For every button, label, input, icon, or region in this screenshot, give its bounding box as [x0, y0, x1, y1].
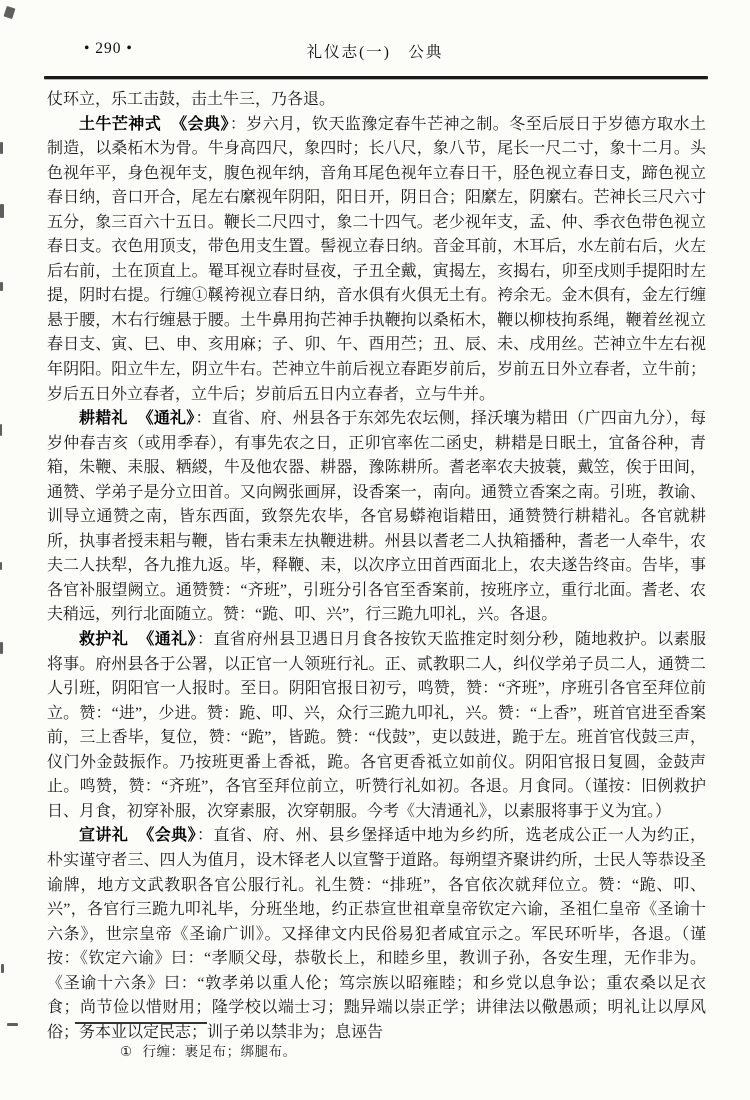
scan-artifact	[0, 642, 3, 654]
page-header	[0, 38, 750, 64]
footnote-text: 行缠：裹足布；绑腿布。	[142, 1044, 297, 1059]
paragraph: 耕耤礼 《通礼》：直省、府、州县各于东郊先农坛侧，择沃壤为耤田（广四亩九分），每岁仲春吉亥（或用季春），有事先农之日，正卯官率佐二函史，耕耤是日眠土，宜备谷种，青箱，朱鞭、耒服、粞緵，牛及他农器、耕器，豫陈耕所。耆老率农夫披蓑，戴笠，俟于田间，通赞、学弟子是分立田首。又向阙张画屏，设香案一，南向。通赞立香案之南。引班，教谕、训导立通赞之南，皆东西面，致祭先农毕，各官易蟒袍诣耤田，通赞赞行耕耤礼。各官就耕所，执事者授耒耜与鞭，皆右秉耒左执鞭进耕。州县以耆老二人执箱播种，耆老一人牵牛，农夫二人扶犁，各九推九返。毕，释鞭、耒，以次序立田首西面北上，农夫遂告终亩。告毕，事各官补服望阙立。通赞赞：“齐班”，引班分引各官至香案前，按班序立，重行北面。耆老、农夫稍远，列行北面随立。赞：“跪、叩、兴”，行三跪九叩礼，兴。各退。	[47, 410, 706, 624]
paragraph: 仗环立，乐工击鼓，击土牛三，乃各退。	[47, 91, 336, 108]
paragraph: 救护礼 《通礼》：直省府州县卫遇日月食各按钦天监推定时刻分秒，随地救护。以素服将事。府州县各于公署，以正官一人领班行礼。正、贰教职二人，纠仪学弟子员二人，通赞二人引班，阴阳官一人报时。至日。阴阳官报日初亏，鸣赞，赞：“齐班”，序班引各官至拜位前立。赞：“进”，少进。赞：跪、叩、兴，众行三跪九叩礼，兴。赞：“上香”，班首官进至香案前，三上香毕，复位，赞：“跪”，皆跪。赞：“伐鼓”，吏以鼓进，跪于左。班首官伐鼓三声，仪门外金鼓振作。乃按班更番上香祗，跪。各官更香祗立如前仪。阴阳官报日复圆，金鼓声止。鸣赞，赞：“齐班”，各官至拜位前立，听赞行礼如初。各退。月食同。（谨按：旧例救护日、月食，初穿补服，次穿素服，次穿朝服。今考《大清通礼》，以素服将事于义为宜。）	[47, 631, 706, 820]
section-title: 耕耤礼	[79, 410, 128, 428]
paragraph: 土牛芒神式 《会典》：岁六月，钦天监豫定春牛芒神之制。冬至后辰日于岁德方取水土制造，以桑柘木为骨。牛身高四尺，象四时；长八尺，象八节，尾长一尺二寸，象十二月。头色视年平，身色视年支，腹色视年纳，音角耳尾色视年立春日干，胫色视立春日支，蹄色视立春日纳，音口开合，尾左右縻视年阴阳，阳日开，阴日合；阳縻左，阴縻右。芒神长三尺六寸五分，象三百六十五日。鞭长二尺四寸，象二十四气。老少视年支，孟、仲、季衣色带色视立春日支。衣色用顶支，带色用支生置。髻视立春日纳。音金耳前，木耳后，水左前右后，火左后右前，土在顶直上。罨耳视立春时昼夜，子丑全戴，寅揭左，亥揭右，卯至戌则手提阳时左提，阴时右提。行缠①鞵袴视立春日纳，音水俱有火俱无土有。袴余无。金木俱有，金左行缠悬于腰，木右行缠悬于腰。土牛鼻用拘芒神手执鞭拘以桑柘木，鞭以柳枝拘系绳，鞭着丝视立春日支、寅、巳、申、亥用麻；子、卯、午、酉用苎；丑、辰、未、戌用丝。芒神立牛左右视年阴阳。阳立牛左，阴立牛右。芒神立牛前后视立春距岁前后，岁前五日外立春者，立牛前；岁后五日外立春者，立牛后；岁前后五日内立春者，立与牛并。	[47, 115, 706, 403]
scan-artifact	[0, 204, 4, 218]
section-title: 宣讲礼	[79, 827, 129, 845]
scan-artifact	[0, 142, 3, 154]
section-title: 救护礼	[79, 631, 129, 649]
source-book-title: 《会典》	[171, 115, 229, 133]
scan-artifact	[7, 1023, 18, 1026]
source-book-title: 《通礼》	[138, 631, 197, 649]
scan-artifact	[0, 282, 3, 291]
page-number: • 290 •	[84, 40, 133, 57]
text-body	[47, 88, 706, 1045]
paragraph: 宣讲礼 《会典》：直省、府、州、县乡堡择适中地为乡约所，选老成公正一人为约正，朴实谨守者三、四人为值月，设木铎老人以宣警于道路。每朔望齐聚讲约所，士民人等恭设圣谕牌，地方文武教职各官公服行礼。礼生赞：“排班”，各官依次就拜位立。赞：“跪、叩、兴”，各官行三跪九叩礼毕，分班坐地，约正恭宣世祖章皇帝钦定六谕，圣祖仁皇帝《圣谕十六条》，世宗皇帝《圣谕广训》。又择律文内民俗易犯者咸宜示之。军民环听毕，各退。（谨按：《钦定六谕》曰：“孝顺父母，恭敬长上，和睦乡里，教训子孙，各安生理，无作非为。《圣谕十六条》曰：“敦孝弟以重人伦；笃宗族以昭雍睦；和乡党以息争讼；重农桑以足衣食；尚节俭以惜财用；隆学校以端士习；黜异端以崇正学；讲律法以儆愚顽；明礼让以厚风俗；务本业以定民志；训子弟以禁非为；息诬告	[47, 827, 706, 1041]
header-rule	[44, 76, 708, 79]
footnote-marker: ①	[120, 1044, 133, 1059]
running-title: 礼仪志(一) 公典	[306, 44, 444, 61]
source-book-title: 《通礼》	[137, 410, 195, 428]
section-title: 土牛芒神式	[79, 115, 162, 133]
scan-artifact	[0, 562, 2, 570]
footnote-rule	[75, 1022, 207, 1024]
scan-artifact	[0, 424, 2, 436]
source-book-title: 《会典》	[138, 827, 197, 845]
scan-artifact	[4, 6, 16, 19]
scan-artifact	[1, 964, 4, 973]
footnote	[120, 1040, 297, 1060]
